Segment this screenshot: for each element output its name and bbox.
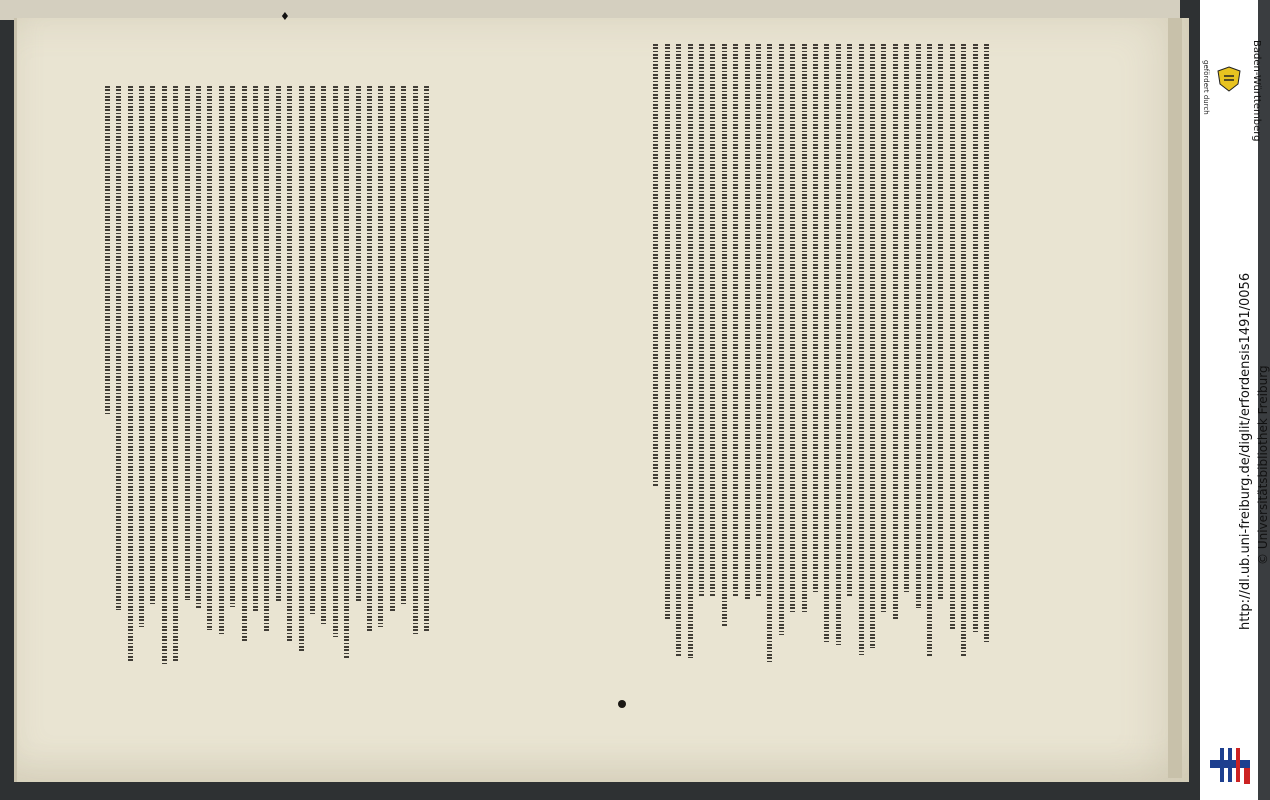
page-mark: ♦ (280, 10, 290, 23)
text-line (195, 86, 202, 666)
text-line (412, 86, 419, 666)
text-line-ink (413, 86, 418, 635)
text-line (812, 44, 819, 664)
text-line-ink (733, 44, 738, 596)
text-line-ink (790, 44, 795, 612)
text-line (709, 44, 716, 664)
text-line (846, 44, 853, 664)
text-line (823, 44, 830, 664)
text-line (218, 86, 225, 666)
text-line-ink (333, 86, 338, 637)
text-line (389, 86, 396, 666)
text-line-ink (367, 86, 372, 632)
text-line (972, 44, 979, 664)
text-column-left (90, 86, 430, 666)
text-line-ink (242, 86, 247, 643)
text-line-ink (688, 44, 693, 658)
sponsor-name: Baden-Württemberg (1251, 40, 1262, 142)
text-line (915, 44, 922, 664)
text-line-ink (973, 44, 978, 632)
text-line-ink (390, 86, 395, 613)
text-line-ink (893, 44, 898, 620)
text-line (241, 86, 248, 666)
ink-dot (618, 700, 626, 708)
text-line (789, 44, 796, 664)
text-line (744, 44, 751, 664)
text-line-ink (276, 86, 281, 602)
text-line (687, 44, 694, 664)
text-line (926, 44, 933, 664)
text-line (229, 86, 236, 666)
text-line-ink (847, 44, 852, 597)
text-line (104, 86, 111, 666)
text-column-right (640, 44, 990, 664)
text-line (766, 44, 773, 664)
text-line-ink (859, 44, 864, 655)
text-line-ink (173, 86, 178, 662)
text-line (652, 44, 659, 664)
text-line (377, 86, 384, 666)
ub-freiburg-logo-icon[interactable] (1206, 742, 1254, 790)
document-url[interactable]: http://dl.ub.uni-freiburg.de/diglit/erfordensis1491/0056 (1238, 272, 1253, 630)
text-line-ink (870, 44, 875, 648)
text-line (400, 86, 407, 666)
text-line-ink (128, 86, 133, 663)
text-line-ink (950, 44, 955, 629)
text-line (286, 86, 293, 666)
sponsor-label: gefördert durch (1202, 60, 1210, 115)
text-line-ink (699, 44, 704, 596)
text-line (858, 44, 865, 664)
text-line-ink (344, 86, 349, 658)
text-line (869, 44, 876, 664)
text-line-ink (904, 44, 909, 593)
text-line-ink (916, 44, 921, 608)
text-line (355, 86, 362, 666)
text-line (903, 44, 910, 664)
text-line (263, 86, 270, 666)
text-line-ink (230, 86, 235, 607)
text-line-ink (253, 86, 258, 613)
text-line-ink (756, 44, 761, 596)
text-line (835, 44, 842, 664)
text-line-ink (401, 86, 406, 604)
text-line (880, 44, 887, 664)
text-line-ink (196, 86, 201, 609)
text-line-ink (767, 44, 772, 662)
text-line-ink (665, 44, 670, 619)
text-line (801, 44, 808, 664)
text-line (698, 44, 705, 664)
text-line-ink (676, 44, 681, 656)
text-line-ink (710, 44, 715, 597)
text-line (184, 86, 191, 666)
text-line (778, 44, 785, 664)
text-line (298, 86, 305, 666)
text-line-ink (356, 86, 361, 602)
text-line (161, 86, 168, 666)
page-gutter (1168, 18, 1182, 778)
text-line-ink (185, 86, 190, 600)
text-line-ink (424, 86, 429, 631)
text-line (149, 86, 156, 666)
baden-wuerttemberg-crest-icon (1214, 64, 1244, 94)
text-line-ink (264, 86, 269, 631)
text-line (949, 44, 956, 664)
text-line (127, 86, 134, 666)
text-line-ink (938, 44, 943, 599)
text-line (732, 44, 739, 664)
text-line-ink (824, 44, 829, 642)
text-line-ink (881, 44, 886, 612)
text-line (937, 44, 944, 664)
text-line-ink (105, 86, 110, 415)
text-line (332, 86, 339, 666)
text-line (675, 44, 682, 664)
text-line-ink (653, 44, 658, 486)
text-line-ink (139, 86, 144, 627)
text-line (138, 86, 145, 666)
text-line-ink (321, 86, 326, 625)
text-line-ink (961, 44, 966, 656)
text-line (664, 44, 671, 664)
text-line-ink (287, 86, 292, 642)
text-line-ink (813, 44, 818, 594)
text-line-ink (219, 86, 224, 635)
text-line (423, 86, 430, 666)
text-line-ink (836, 44, 841, 645)
text-line (115, 86, 122, 666)
text-line-ink (378, 86, 383, 627)
text-line-ink (299, 86, 304, 651)
text-line (960, 44, 967, 664)
text-line (983, 44, 990, 664)
text-line (275, 86, 282, 666)
text-line-ink (116, 86, 121, 610)
text-line-ink (150, 86, 155, 605)
text-line (172, 86, 179, 666)
text-line-ink (779, 44, 784, 635)
text-line-ink (722, 44, 727, 626)
text-line (755, 44, 762, 664)
text-line-ink (207, 86, 212, 630)
text-line (892, 44, 899, 664)
text-line (206, 86, 213, 666)
text-line-ink (310, 86, 315, 616)
text-line (320, 86, 327, 666)
text-line (252, 86, 259, 666)
text-line-ink (802, 44, 807, 614)
text-line (366, 86, 373, 666)
text-line (309, 86, 316, 666)
text-line (721, 44, 728, 664)
text-line-ink (984, 44, 989, 644)
text-line-ink (162, 86, 167, 664)
text-line (343, 86, 350, 666)
text-line-ink (927, 44, 932, 656)
previous-page-edge (0, 0, 1180, 20)
text-line-ink (745, 44, 750, 600)
copyright-notice: © Universitätsbibliothek Freiburg (1256, 365, 1270, 565)
